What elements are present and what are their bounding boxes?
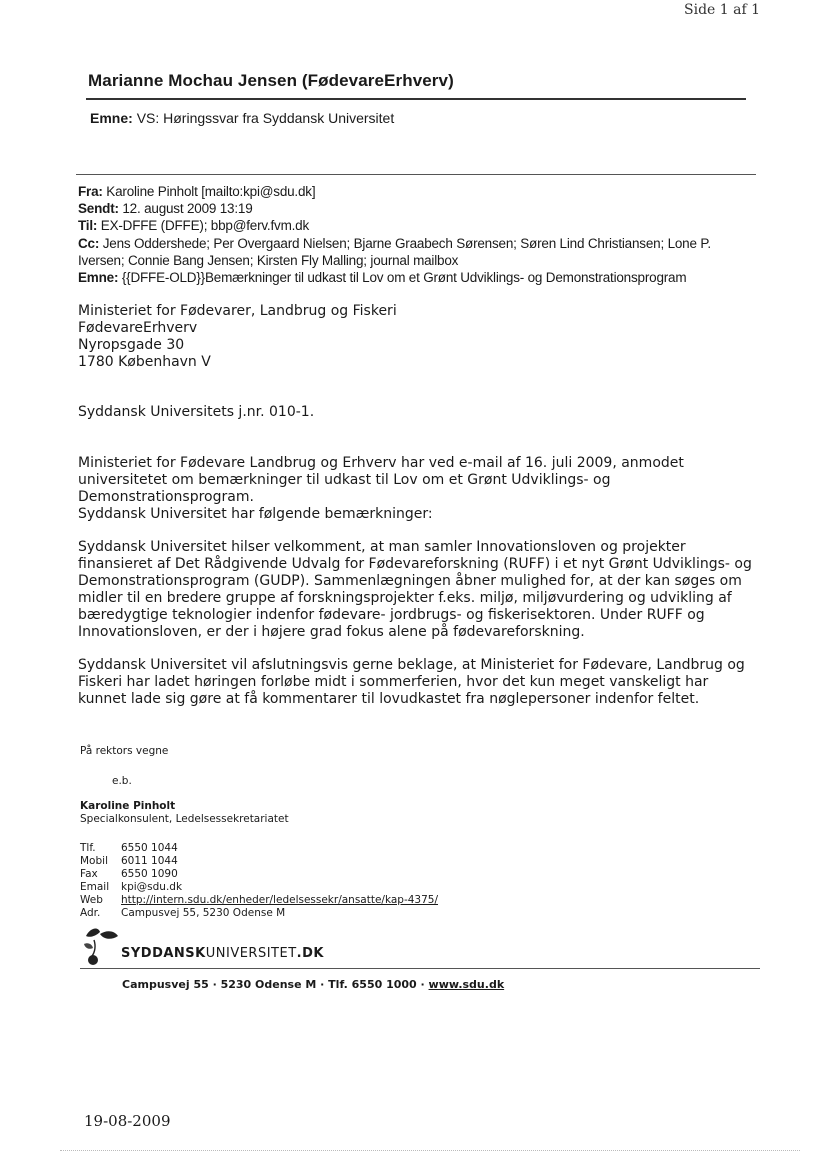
contact-row: Adr. Campusvej 55, 5230 Odense M [80,907,286,919]
footer-address: Campusvej 55 · 5230 Odense M · Tlf. 6550 1000 · www.sdu.dk [122,978,505,991]
header-subject: Emne: {{DFFE-OLD}}Bemærkninger til udkast til Lov om et Grønt Udviklings- og Demonstrationsprogram [78,270,687,286]
footer-rule [80,968,760,969]
contact-block [80,842,438,920]
subject-label: Emne: [90,110,133,126]
signature-name: Karoline Pinholt [80,800,176,812]
email-link[interactable]: kpi@sdu.dk [121,881,183,893]
on-behalf-text: På rektors vegne [80,745,169,757]
eb-text: e.b. [112,775,132,787]
address-line: Nyropsgade 30 [78,337,185,353]
email-headers [78,183,758,286]
page-number: Side 1 af 1 [684,2,761,18]
subject-value: VS: Høringssvar fra Syddansk Universitet [136,110,395,126]
header-sent: Sendt: 12. august 2009 13:19 [78,201,253,217]
separator-rule [76,174,756,175]
footer-url-link[interactable]: www.sdu.dk [428,978,505,991]
contact-row: Mobil 6011 1044 [80,855,178,867]
reference-number: Syddansk Universitets j.nr. 010-1. [78,404,315,420]
sender-name: Marianne Mochau Jensen (FødevareErhverv) [88,71,454,90]
paragraph-closing: Syddansk Universitet vil afslutningsvis gerne beklage, at Ministeriet for Fødevare, Landbrug og Fiskeri har ladet høringen forløbe midt i sommerferien, hvor det kun meget vanskeligt har kunnet lade sig gøre at få kommentarer til lovudkastet fra nøglepersoner indenfor feltet. [78,657,745,707]
subject-line [90,110,394,126]
header-from: Fra: Karoline Pinholt [mailto:kpi@sdu.dk] [78,184,316,199]
paragraph-intro: Ministeriet for Fødevare Landbrug og Erhverv har ved e-mail af 16. juli 2009, anmodet universitetet om bemærkninger til udkast til Lov om et Grønt Udviklings- og Demonstrationsprogram. Syddansk Universitet har følgende bemærkninger: [78,455,684,522]
sdu-logo-text: SYDDANSKUNIVERSITET.DK [121,946,324,961]
signature-title: Specialkonsulent, Ledelsessekretariatet [80,813,289,825]
header-to: Til: EX-DFFE (DFFE); bbp@ferv.fvm.dk [78,218,310,234]
contact-row: Fax 6550 1090 [80,868,178,880]
paragraph-comments: Syddansk Universitet hilser velkomment, at man samler Innovationsloven og projekter finansieret af Det Rådgivende Udvalg for Fødevareforskning (RUFF) i et nyt Grønt Udviklings- og Demonstrationsprogram (GUDP). Sammenlægningen åbner mulighed for, at der kan søges om midler til en bredere gruppe af forskningsprojekter f.eks. miljø, miljøvurdering og udvikling af bæredygtige teknologier indenfor fødevare- jordbrugs- og fiskerisektoren. Under RUFF og Innovationsloven, er der i højere grad fokus alene på fødevareforskning. [78,539,752,640]
web-link[interactable]: http://intern.sdu.dk/enheder/ledelsessekr/ansatte/kap-4375/ [121,894,439,906]
header-cc: Cc: Jens Oddershede; Per Overgaard Nielsen; Bjarne Graabech Sørensen; Søren Lind Christiansen; Lone P. [78,235,711,251]
address-line: 1780 København V [78,354,211,370]
contact-row: Web http://intern.sdu.dk/enheder/ledelsessekr/ansatte/kap-4375/ [80,894,439,906]
contact-row: Email kpi@sdu.dk [80,881,438,894]
bottom-dotted-rule [60,1150,800,1151]
contact-row: Tlf. 6550 1044 [80,842,178,854]
header-rule [86,98,746,100]
address-line: Ministeriet for Fødevarer, Landbrug og Fiskeri [78,303,397,319]
header-cc-cont: Iversen; Connie Bang Jensen; Kirsten Fly Malling; journal mailbox [78,252,459,268]
recipient-address [78,303,397,371]
address-line: FødevareErhverv [78,320,198,336]
print-date: 19-08-2009 [84,1112,171,1130]
